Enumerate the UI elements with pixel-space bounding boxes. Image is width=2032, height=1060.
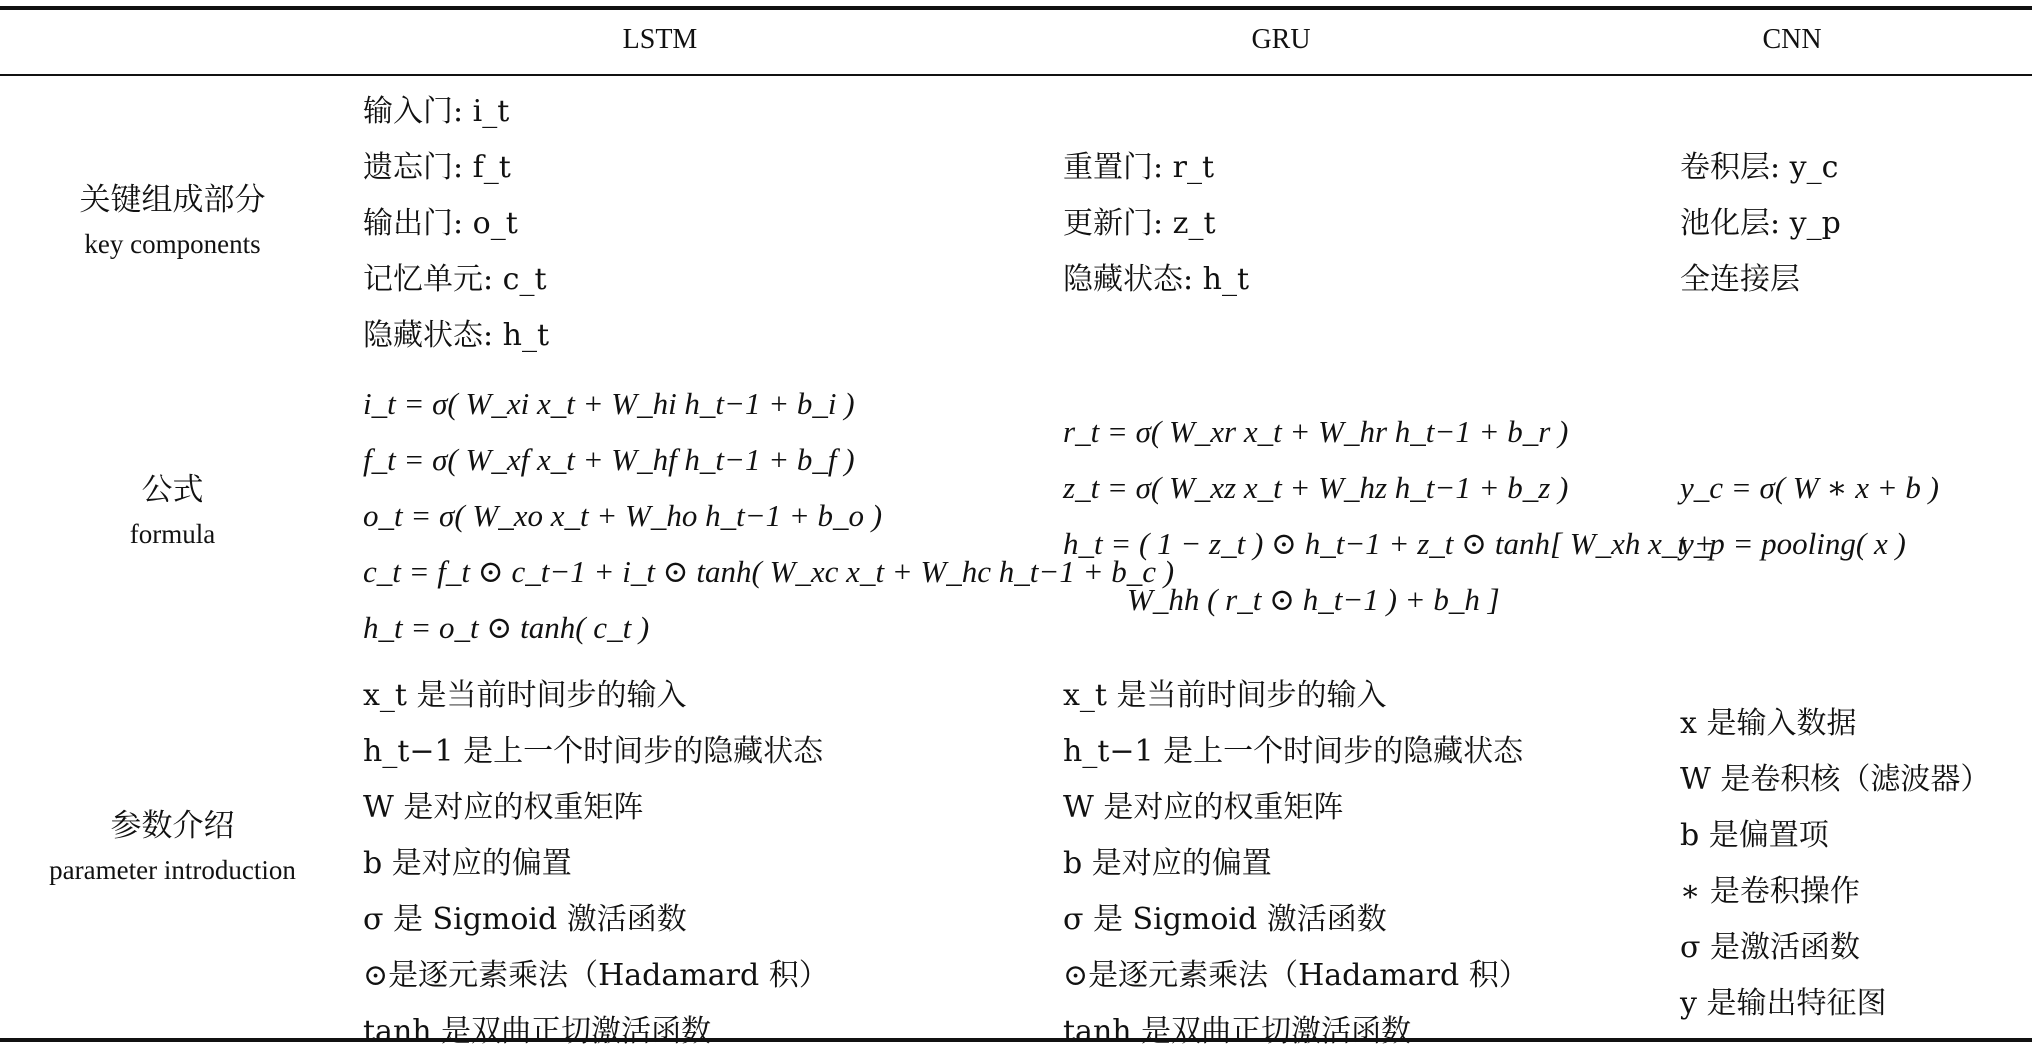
list-item: b 是偏置项 xyxy=(1680,818,1829,853)
list-item: tanh 是双曲正切激活函数 xyxy=(1063,1014,1412,1049)
list-item: y 是输出特征图 xyxy=(1680,986,1887,1021)
list-item: b 是对应的偏置 xyxy=(363,846,572,881)
list-item: W 是对应的权重矩阵 xyxy=(363,790,644,825)
cell-gru-formulas xyxy=(1063,404,1715,628)
row-label-key-components xyxy=(0,176,345,264)
list-item: W 是卷积核（滤波器） xyxy=(1680,762,1991,797)
row-label-zh: 关键组成部分 xyxy=(79,182,266,218)
list-item: x_t 是当前时间步的输入 xyxy=(363,678,687,713)
list-item: 遗忘门: f_t xyxy=(363,150,511,185)
formula-line: h_t = ( 1 − z_t ) ⊙ h_t−1 + z_t ⊙ tanh[ W_xh x_t + xyxy=(1063,526,1715,561)
formula-line: z_t = σ( W_xz x_t + W_hz h_t−1 + b_z ) xyxy=(1063,470,1569,505)
list-item: 记忆单元: c_t xyxy=(363,262,547,297)
row-label-en: key components xyxy=(84,229,261,259)
row-label-parameters xyxy=(0,802,345,890)
formula-line: W_hh ( r_t ⊙ h_t−1 ) + b_h ] xyxy=(1127,582,1500,617)
row-label-formula xyxy=(0,466,345,554)
list-item: 全连接层 xyxy=(1680,262,1800,297)
cell-cnn-parameters xyxy=(1680,696,1990,1032)
formula-line: y_c = σ( W ∗ x + b ) xyxy=(1680,470,1939,505)
cell-cnn-formulas xyxy=(1680,460,1939,572)
row-label-zh: 公式 xyxy=(141,472,204,508)
formula-line: i_t = σ( W_xi x_t + W_hi h_t−1 + b_i ) xyxy=(363,386,855,421)
row-label-en: formula xyxy=(129,519,216,549)
cell-cnn-components xyxy=(1680,140,1841,308)
list-item: 输入门: i_t xyxy=(363,94,510,129)
cell-lstm-components xyxy=(363,84,549,364)
cell-lstm-formulas xyxy=(363,376,1174,656)
column-header-lstm: LSTM xyxy=(622,24,698,55)
list-item: ⊙是逐元素乘法（Hadamard 积） xyxy=(1063,958,1529,993)
list-item: σ 是 Sigmoid 激活函数 xyxy=(363,902,687,937)
list-item: W 是对应的权重矩阵 xyxy=(1063,790,1344,825)
cell-lstm-parameters xyxy=(363,668,829,1060)
list-item: x 是输入数据 xyxy=(1680,706,1857,741)
formula-line: f_t = σ( W_xf x_t + W_hf h_t−1 + b_f ) xyxy=(363,442,855,477)
row-label-en: parameter introduction xyxy=(49,855,296,885)
column-header-gru: GRU xyxy=(1251,24,1311,55)
formula-line: y_p = pooling( x ) xyxy=(1680,526,1906,561)
list-item: σ 是 Sigmoid 激活函数 xyxy=(1063,902,1387,937)
list-item: ⊙是逐元素乘法（Hadamard 积） xyxy=(363,958,829,993)
table-bottom-rule xyxy=(0,1038,2032,1042)
formula-line: o_t = σ( W_xo x_t + W_ho h_t−1 + b_o ) xyxy=(363,498,883,533)
list-item: ∗ 是卷积操作 xyxy=(1680,874,1860,909)
list-item: 隐藏状态: h_t xyxy=(1063,262,1250,297)
table-header-rule xyxy=(0,74,2032,76)
list-item: x_t 是当前时间步的输入 xyxy=(1063,678,1387,713)
list-item: h_t−1 是上一个时间步的隐藏状态 xyxy=(363,734,824,769)
column-header-cnn: CNN xyxy=(1762,24,1822,55)
list-item: tanh 是双曲正切激活函数 xyxy=(363,1014,712,1049)
list-item: 池化层: y_p xyxy=(1680,206,1841,241)
table-top-rule xyxy=(0,6,2032,10)
row-label-zh: 参数介绍 xyxy=(110,808,235,844)
list-item: 卷积层: y_c xyxy=(1680,150,1839,185)
list-item: b 是对应的偏置 xyxy=(1063,846,1272,881)
formula-line: c_t = f_t ⊙ c_t−1 + i_t ⊙ tanh( W_xc x_t + W_hc h_t−1 + b_c ) xyxy=(363,554,1175,589)
list-item: h_t−1 是上一个时间步的隐藏状态 xyxy=(1063,734,1524,769)
list-item: 重置门: r_t xyxy=(1063,150,1215,185)
formula-line: h_t = o_t ⊙ tanh( c_t ) xyxy=(363,610,650,645)
formula-line: r_t = σ( W_xr x_t + W_hr h_t−1 + b_r ) xyxy=(1063,414,1569,449)
cell-gru-parameters xyxy=(1063,668,1529,1060)
list-item: 隐藏状态: h_t xyxy=(363,318,550,353)
cell-gru-components xyxy=(1063,140,1249,308)
list-item: σ 是激活函数 xyxy=(1680,930,1861,965)
list-item: 输出门: o_t xyxy=(363,206,518,241)
list-item: 更新门: z_t xyxy=(1063,206,1216,241)
